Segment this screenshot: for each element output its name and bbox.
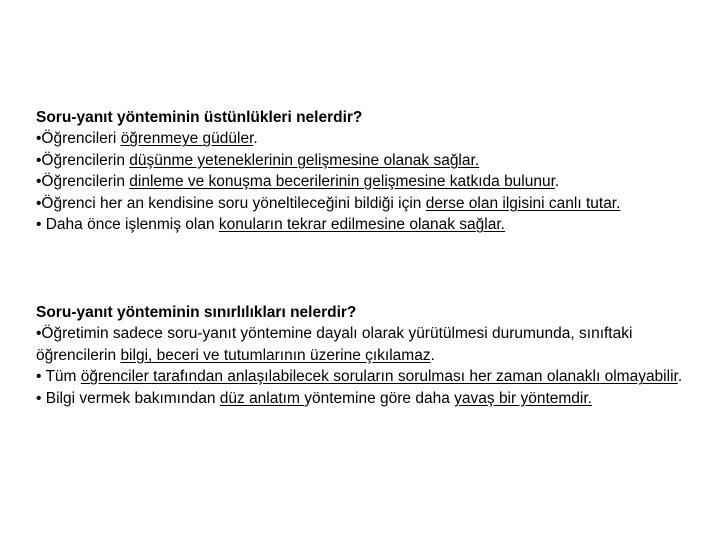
item-text: yöntemine göre daha <box>304 389 455 407</box>
item-underlined-text: öğrenciler tarafından anlaşılabilecek soruların sorulması her zaman olanaklı olmayabilir <box>80 368 678 386</box>
item-text: . <box>677 368 683 386</box>
item-underlined-text: düz anlatım <box>219 389 305 407</box>
advantages-heading: Soru-yanıt yönteminin üstünlükleri nelerdir? <box>36 109 363 126</box>
item-underlined-text: öğrenmeye güdüler <box>120 130 254 148</box>
limitation-item <box>36 388 696 409</box>
item-underlined-text: konuların tekrar edilmesine olanak sağlar <box>218 216 501 234</box>
item-text: •Öğrenci her an kendisine soru yöneltileceğini bildiği için <box>36 194 426 212</box>
item-text: . <box>474 151 480 169</box>
item-text: • Daha önce işlenmiş olan <box>36 216 219 234</box>
limitations-section <box>36 302 696 409</box>
limitations-heading: Soru-yanıt yönteminin sınırlılıkları nelerdir? <box>36 304 357 321</box>
item-underlined-text: bilgi, beceri ve tutumlarının üzerine çıkılamaz <box>120 346 431 364</box>
item-text: . <box>430 346 435 364</box>
advantage-item <box>36 193 696 214</box>
item-text: . <box>616 194 621 212</box>
advantage-item <box>36 214 696 235</box>
item-text: . <box>253 130 258 148</box>
item-text: . <box>554 173 560 191</box>
advantages-section <box>36 107 696 235</box>
limitation-item <box>36 323 696 366</box>
item-text: •Öğrencilerin <box>36 151 130 169</box>
item-underlined-text: dinleme ve konuşma becerilerinin gelişmesine katkıda bulunur <box>129 173 555 191</box>
advantage-item <box>36 150 696 171</box>
item-text: • Tüm <box>36 368 81 386</box>
advantage-item <box>36 171 696 192</box>
item-text: •Öğrencileri <box>36 130 121 148</box>
item-underlined-text: düşünme yeteneklerinin gelişmesine olanak sağlar <box>129 151 475 169</box>
item-text: •Öğrencilerin <box>36 173 130 191</box>
item-text: . <box>500 216 505 234</box>
item-text: . <box>587 389 592 407</box>
item-underlined-text: derse olan ilgisini canlı tutar <box>425 194 617 212</box>
item-text: • Bilgi vermek bakımından <box>36 389 220 407</box>
item-text: •Öğretimin sadece soru-yanıt yöntemine dayalı olarak yürütülmesi durumunda, sınıftaki öğrencilerin <box>36 325 633 364</box>
item-underlined-text: yavaş bir yöntemdir <box>454 389 588 407</box>
advantage-item <box>36 128 696 149</box>
limitation-item <box>36 366 696 387</box>
